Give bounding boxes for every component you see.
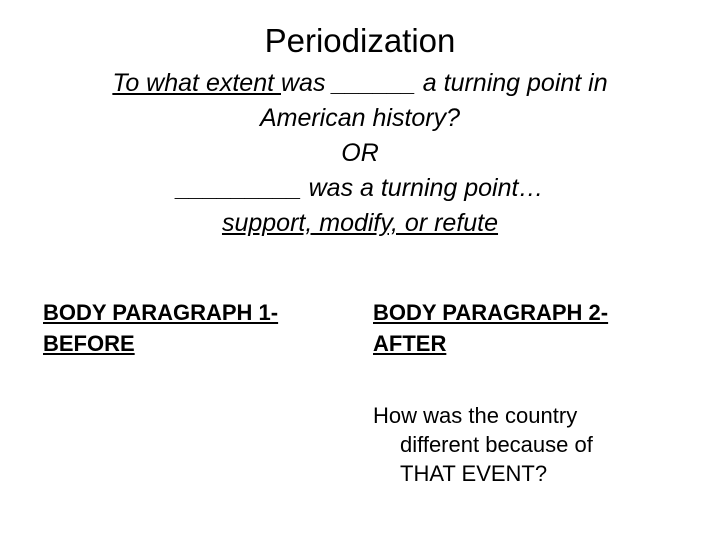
body-line: THAT EVENT? (400, 461, 548, 486)
subtitle-line-3: OR (341, 139, 379, 167)
subtitle-line-4: _________ was a turning point… (176, 174, 544, 202)
body-line: How was the country (373, 403, 578, 428)
heading-line: BEFORE (43, 331, 135, 356)
heading-line: BODY PARAGRAPH 2- (373, 300, 609, 325)
heading-line: BODY PARAGRAPH 1- (43, 300, 279, 325)
heading-line: AFTER (373, 331, 447, 356)
left-column (43, 297, 333, 359)
subtitle-line-5: support, modify, or refute (221, 209, 499, 237)
subtitle-line-1-rest: was ______ a turning point in (281, 69, 608, 97)
subtitle-underlined-phrase: To what extent (112, 69, 281, 97)
subtitle-line-1 (40, 66, 680, 101)
body-line: different because of (400, 432, 593, 457)
body-paragraph-2-heading (373, 297, 673, 359)
after-question-text (373, 401, 673, 488)
slide-title: Periodization (264, 22, 456, 59)
slide-subtitle (40, 66, 680, 241)
right-column (373, 297, 673, 488)
subtitle-line-2: American history? (259, 104, 461, 132)
body-paragraph-1-heading (43, 297, 333, 359)
